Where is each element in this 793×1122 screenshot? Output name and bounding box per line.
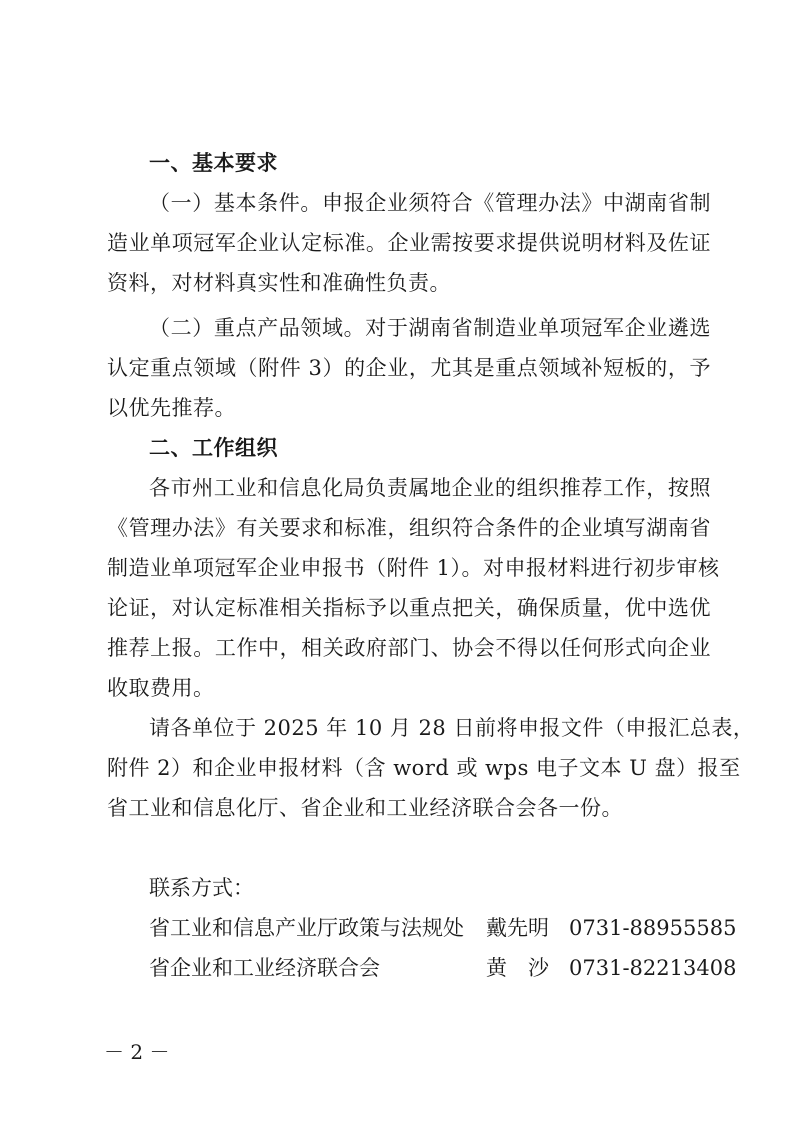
contact-label: 联系方式： [149, 876, 254, 900]
paragraph-line: （一）基本条件。申报企业须符合《管理办法》中湖南省制 [149, 191, 711, 215]
paragraph-line: 各市州工业和信息化局负责属地企业的组织推荐工作，按照 [149, 476, 711, 500]
paragraph-line: 《管理办法》有关要求和标准，组织符合条件的企业填写湖南省 [107, 516, 711, 540]
section-heading-basic-requirements: 一、基本要求 [149, 150, 278, 175]
paragraph-line: 资料，对材料真实性和准确性负责。 [107, 271, 451, 295]
page-number: － 2 － [104, 1040, 170, 1064]
paragraph-line: 推荐上报。工作中，相关政府部门、协会不得以任何形式向企业 [107, 636, 711, 660]
section-heading-work-organization: 二、工作组织 [149, 435, 278, 460]
paragraph-line: （二）重点产品领域。对于湖南省制造业单项冠军企业遴选 [149, 316, 711, 340]
paragraph-line: 造业单项冠军企业认定标准。企业需按要求提供说明材料及佐证 [107, 231, 711, 255]
contact-phone: 0731-88955585 [569, 916, 737, 940]
paragraph-line: 附件 2）和企业申报材料（含 word 或 wps 电子文本 U 盘）报至 [107, 756, 741, 780]
paragraph-line: 请各单位于 2025 年 10 月 28 日前将申报文件（申报汇总表， [149, 716, 755, 740]
contact-person: 戴先明 [486, 916, 549, 940]
paragraph-line: 论证，对认定标准相关指标予以重点把关，确保质量，优中选优 [107, 596, 711, 620]
contact-org: 省工业和信息产业厅政策与法规处 [149, 916, 464, 940]
paragraph-line: 制造业单项冠军企业申报书（附件 1）。对申报材料进行初步审核 [107, 556, 720, 580]
contact-phone: 0731-82213408 [569, 956, 737, 980]
paragraph-line: 省工业和信息化厅、省企业和工业经济联合会各一份。 [107, 796, 623, 820]
paragraph-line: 以优先推荐。 [107, 396, 236, 420]
paragraph-line: 收取费用。 [107, 676, 215, 700]
paragraph-line: 认定重点领域（附件 3）的企业，尤其是重点领域补短板的，予 [107, 356, 711, 380]
contact-org: 省企业和工业经济联合会 [149, 956, 380, 980]
contact-person: 黄 沙 [486, 956, 549, 980]
